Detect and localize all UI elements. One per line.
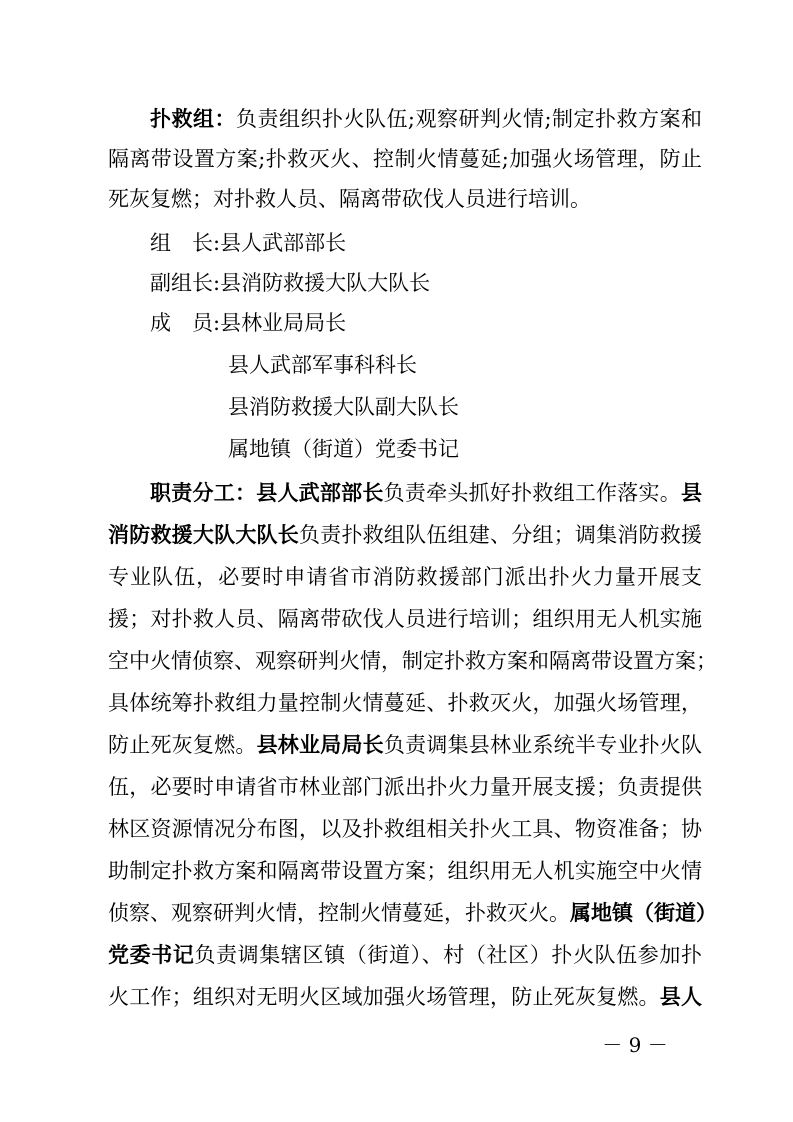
para1-line2: 隔离带设置方案;扑救灭火、控制火情蔓延;加强火场管理，防止 bbox=[108, 147, 702, 171]
duties-text-7b: 负责调集县林业系统半专业扑火队 bbox=[383, 733, 703, 757]
leader-line: 组 长:县人武部部长 bbox=[150, 231, 347, 255]
duties-line-5: 空中火情侦察、观察研判火情，制定扑救方案和隔离带设置方案； bbox=[108, 649, 717, 673]
duties-line-7 bbox=[108, 730, 702, 760]
para1-line1 bbox=[150, 104, 702, 134]
para1-label: 扑救组： bbox=[150, 106, 236, 131]
duties-text-2: 负责扑救组队伍组建、分组；调集消防救援 bbox=[299, 523, 702, 547]
duties-line-2 bbox=[108, 520, 702, 550]
duties-bold-11: 属地镇（街道） bbox=[570, 900, 717, 925]
duties-bold-12: 党委书记 bbox=[108, 942, 195, 967]
duties-text-11: 侦察、观察研判火情，控制火情蔓延，扑救灭火。 bbox=[108, 901, 570, 925]
duties-bold-2: 消防救援大队大队长 bbox=[108, 522, 299, 547]
duties-line-9: 林区资源情况分布图，以及扑救组相关扑火工具、物资准备；协 bbox=[108, 817, 702, 841]
duties-line-4: 援；对扑救人员、隔离带砍伐人员进行培训；组织用无人机实施 bbox=[108, 607, 702, 631]
duties-line-6: 具体统筹扑救组力量控制火情蔓延、扑救灭火，加强火场管理， bbox=[108, 691, 702, 715]
duties-line-13 bbox=[108, 982, 702, 1012]
duties-line-3: 专业队伍，必要时申请省市消防救援部门派出扑火力量开展支 bbox=[108, 565, 702, 589]
deputy-line: 副组长:县消防救援大队大队长 bbox=[150, 271, 431, 295]
duties-text-12: 负责调集辖区镇（街道）、村（社区）扑火队伍参加扑 bbox=[194, 943, 703, 967]
duties-text-13: 火工作；组织对无明火区域加强火场管理，防止死灰复燃。 bbox=[108, 985, 660, 1009]
duties-label: 职责分工： bbox=[150, 480, 257, 505]
member-line-4: 属地镇（街道）党委书记 bbox=[228, 437, 459, 461]
duties-text-7a: 防止死灰复燃。 bbox=[108, 733, 257, 757]
page-number: － 9 － bbox=[602, 1033, 668, 1057]
duties-text-1: 负责牵头抓好扑救组工作落实。 bbox=[383, 481, 682, 505]
member-line-2: 县人武部军事科科长 bbox=[228, 353, 417, 377]
duties-line-11 bbox=[108, 898, 717, 928]
duties-bold-7: 县林业局局长 bbox=[256, 732, 384, 757]
member-line-3: 县消防救援大队副大队长 bbox=[228, 395, 459, 419]
duties-line-10: 助制定扑救方案和隔离带设置方案；组织用无人机实施空中火情 bbox=[108, 859, 702, 883]
duties-line-12 bbox=[108, 940, 702, 970]
para1-line1-text: 负责组织扑火队伍;观察研判火情;制定扑救方案和 bbox=[235, 107, 703, 131]
duties-bold-13: 县人 bbox=[659, 984, 703, 1009]
duties-bold-1: 县人武部部长 bbox=[256, 480, 384, 505]
duties-bold-1b: 县 bbox=[681, 480, 703, 505]
duties-line-1 bbox=[150, 478, 702, 508]
member-line-1: 成 员:县林业局局长 bbox=[150, 311, 347, 335]
para1-line3: 死灰复燃；对扑救人员、隔离带砍伐人员进行培训。 bbox=[108, 187, 591, 211]
duties-line-8: 伍，必要时申请省市林业部门派出扑火力量开展支援；负责提供 bbox=[108, 775, 702, 799]
